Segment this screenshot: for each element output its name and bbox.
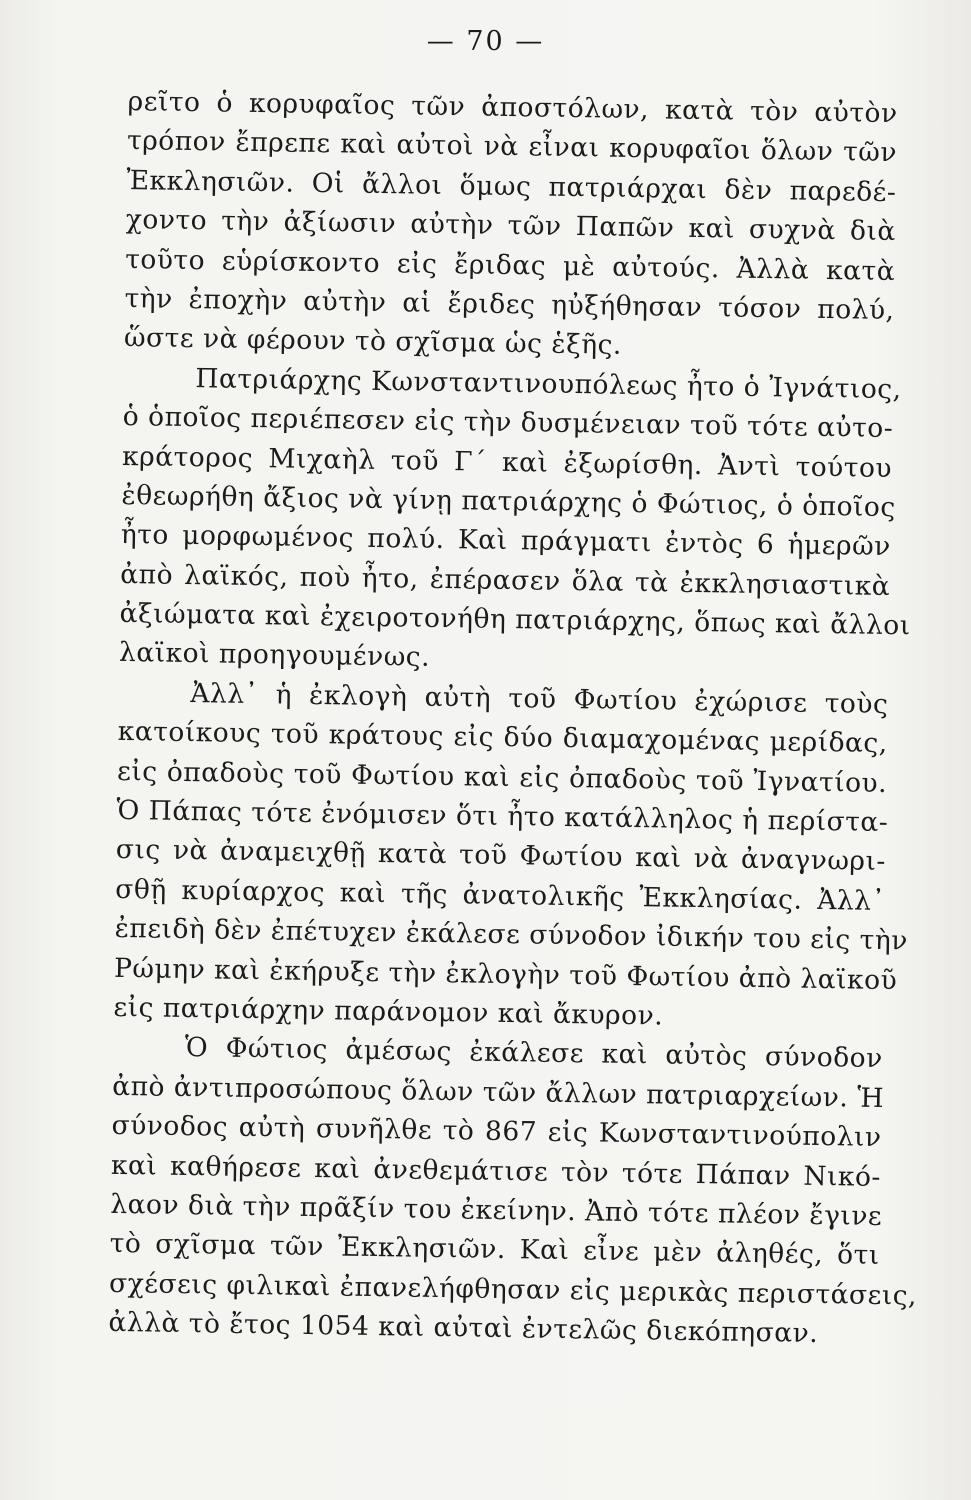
text-line: εἰς ὀπαδοὺς τοῦ Φωτίου καὶ εἰς ὀπαδοὺς τοῦ Ἰγνατίου.: [116, 755, 888, 799]
text-line: Ἐκκλησιῶν. Οἱ ἄλλοι ὅμως πατριάρχαι δὲν παρεδέ-: [126, 164, 897, 208]
text-line: ἐπειδὴ δὲν ἐπέτυχεν ἐκάλεσε σύνοδον ἰδικήν του εἰς τὴν: [114, 913, 909, 957]
text-line: τοῦτο εὑρίσκοντο εἰς ἔριδας μὲ αὐτούς. Ἀλλὰ κατὰ: [124, 243, 896, 287]
text-line: καὶ καθήρεσε καὶ ἀνεθεμάτισε τὸν τότε Πάπαν Νικό-: [110, 1149, 882, 1193]
text-line: λαϊκοὶ προηγουμένως.: [118, 637, 431, 674]
text-line: ὁ ὁποῖος περιέπεσεν εἰς τὴν δυσμένειαν τοῦ τότε αὐτο-: [122, 401, 894, 445]
text-line: ἀπὸ ἀντιπροσώπους ὅλων τῶν ἄλλων πατριαρχείων. Ἡ: [111, 1070, 885, 1114]
text-line: σις νὰ ἀναμειχθῇ κατὰ τοῦ Φωτίου καὶ νὰ ἀναγνωρι-: [115, 834, 887, 878]
text-line: σύνοδος αὐτὴ συνῆλθε τὸ 867 εἰς Κωνσταντινούπολιν: [111, 1110, 882, 1154]
text-line: Ὁ Πάπας τότε ἐνόμισεν ὅτι ἦτο κατάλληλος ἡ περίστα-: [116, 794, 889, 839]
text-line: ἐθεωρήθη ἄξιος νὰ γίνῃ πατριάρχης ὁ Φώτιος, ὁ ὁποῖος: [121, 479, 896, 524]
page-number: — 70 —: [426, 26, 545, 57]
text-line: ρεῖτο ὁ κορυφαῖος τῶν ἀποστόλων, κατὰ τὸν αὐτὸν: [127, 85, 898, 130]
text-line: Ὁ Φώτιος ἀμέσως ἐκάλεσε καὶ αὐτὸς σύνοδον: [184, 1032, 883, 1075]
text-line: σχέσεις φιλικαὶ ἐπανελήφθησαν εἰς μερικὰς περιστάσεις,: [108, 1267, 918, 1312]
text-line: Πατριάρχης Κωνσταντινουπόλεως ἦτο ὁ Ἰγνάτιος,: [195, 362, 902, 405]
text-line: ἀλλὰ τὸ ἔτος 1054 καὶ αὐταὶ ἐντελῶς διεκόπησαν.: [108, 1306, 819, 1350]
text-line: κατοίκους τοῦ κράτους εἰς δύο διαμαχομένας μερίδας,: [117, 716, 888, 760]
text-line: τὸ σχῖσμα τῶν Ἐκκλησιῶν. Καὶ εἶνε μὲν ἀληθές, ὅτι: [109, 1228, 880, 1272]
text-line: χοντο τὴν ἀξίωσιν αὐτὴν τῶν Παπῶν καὶ συχνὰ διὰ: [125, 204, 896, 248]
text-line: κράτορος Μιχαὴλ τοῦ Γ´ καὶ ἐξωρίσθη. Ἀντὶ τούτου: [121, 440, 893, 484]
text-line: Ἀλλ᾽ ἡ ἐκλογὴ αὐτὴ τοῦ Φωτίου ἐχώρισε τοὺς: [190, 677, 889, 720]
text-line: εἰς πατριάρχην παράνομον καὶ ἄκυρον.: [113, 991, 664, 1032]
text-line: ἀπὸ λαϊκός, ποὺ ἦτο, ἐπέρασεν ὅλα τὰ ἐκκλησιαστικὰ: [120, 558, 891, 602]
text-line: λαον διὰ τὴν πρᾶξίν του ἐκείνην. Ἀπὸ τότε πλέον ἔγινε: [110, 1188, 883, 1232]
text-line: ἀξιώματα καὶ ἐχειροτονήθη πατριάρχης, ὅπως καὶ ἄλλοι: [119, 598, 911, 642]
text-line: σθῇ κυρίαρχος καὶ τῆς ἀνατολικῆς Ἐκκλησίας. Ἀλλ᾽: [115, 873, 886, 917]
text-line: τρόπον ἔπρεπε καὶ αὐτοὶ νὰ εἶναι κορυφαῖοι ὅλων τῶν: [126, 125, 898, 169]
body-text: [108, 82, 918, 1354]
text-line: ὥστε νὰ φέρουν τὸ σχῖσμα ὡς ἑξῆς.: [123, 322, 623, 362]
text-line: Ρώμην καὶ ἐκήρυξε τὴν ἐκλογὴν τοῦ Φωτίου ἀπὸ λαϊκοῦ: [113, 952, 898, 996]
text-line: τὴν ἐποχὴν αὐτὴν αἱ ἔριδες ηὐξήθησαν τόσον πολύ,: [124, 282, 895, 327]
text-line: ἦτο μορφωμένος πολύ. Καὶ πράγματι ἐντὸς 6 ἡμερῶν: [120, 519, 892, 563]
